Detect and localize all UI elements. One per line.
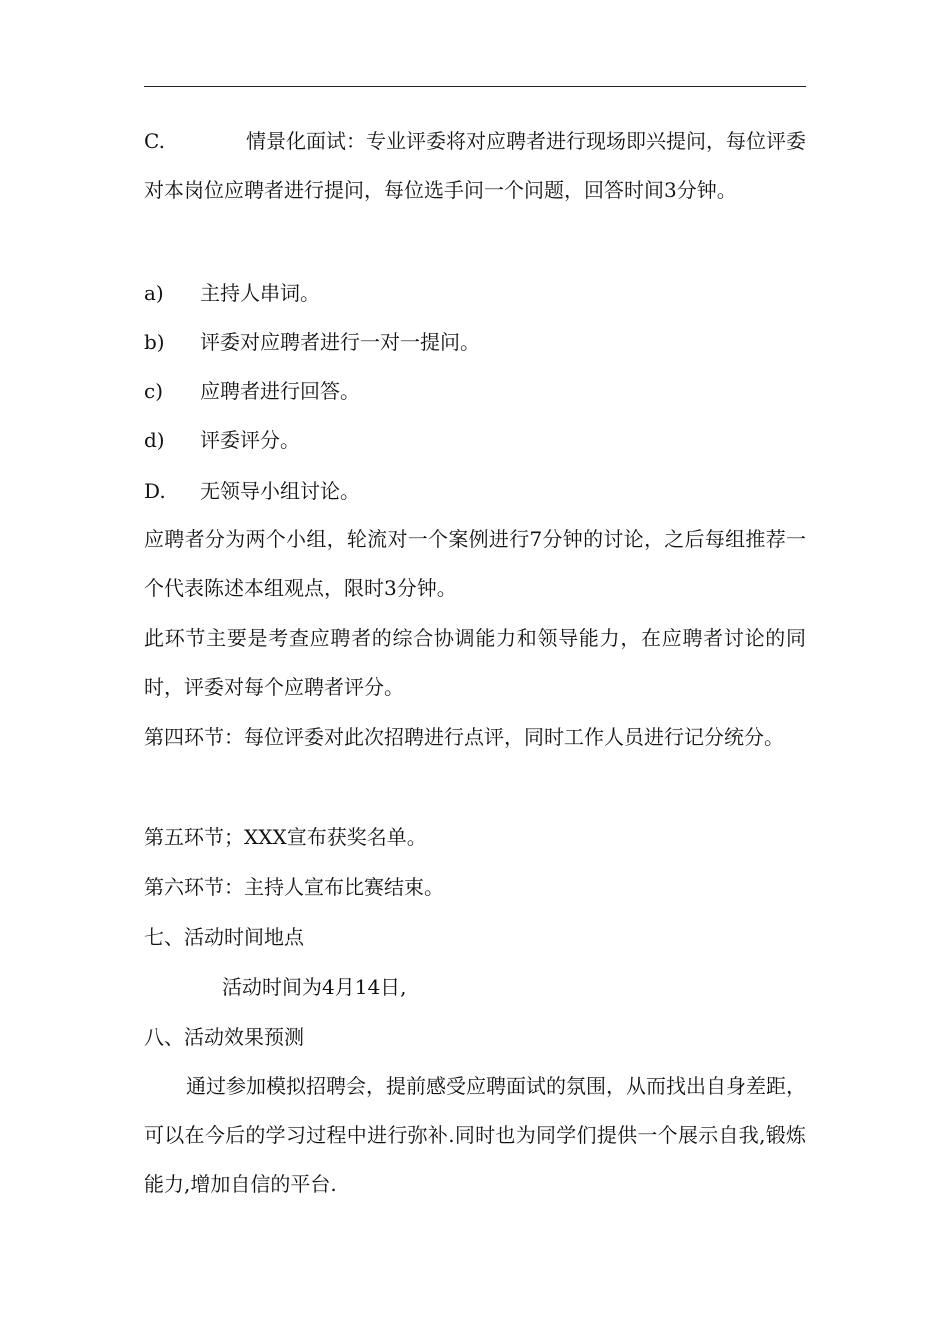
stage5-line: 第五环节；XXX宣布获奖名单。 (144, 825, 427, 849)
stage6-line: 第六环节：主持人宣布比赛结束。 (144, 875, 444, 899)
list-item (144, 427, 806, 453)
groups-paragraph: 应聘者分为两个小组，轮流对一个案例进行7分钟的讨论，之后每组推荐一个代表陈述本组观点，限时3分钟。 (144, 527, 806, 600)
section8-heading: 八、活动效果预测 (144, 1025, 304, 1049)
item-c-text: 情景化面试：专业评委将对应聘者进行现场即兴提问，每位评委对本岗位应聘者进行提问，每位选手问一个问题，回答时间3分钟。 (144, 129, 806, 202)
header-rule (144, 86, 806, 87)
section8-paragraph: 通过参加模拟招聘会，提前感受应聘面试的氛围，从而找出自身差距，可以在今后的学习过程中进行弥补.同时也为同学们提供一个展示自我,锻炼能力,增加自信的平台. (144, 1074, 806, 1196)
list-item (144, 280, 806, 306)
section7-heading: 七、活动时间地点 (144, 925, 304, 949)
item-d-text: 无领导小组讨论。 (200, 479, 360, 503)
item-d-label: D. (144, 479, 166, 503)
item-d-line (144, 478, 806, 504)
list-item-text: 应聘者进行回答。 (200, 379, 360, 403)
list-item-text: 评委评分。 (200, 428, 300, 452)
section7-text: 活动时间为4月14日, (222, 975, 407, 999)
list-item-label: c) (144, 379, 164, 403)
list-item (144, 378, 806, 404)
purpose-paragraph: 此环节主要是考查应聘者的综合协调能力和领导能力，在应聘者讨论的同时，评委对每个应聘者评分。 (144, 626, 806, 699)
list-item-label: b) (144, 330, 165, 354)
item-c-paragraph (144, 117, 806, 215)
list-item (144, 329, 806, 355)
item-c-label: C. (144, 129, 165, 153)
list-item-text: 评委对应聘者进行一对一提问。 (200, 330, 480, 354)
list-item-label: d) (144, 428, 165, 452)
list-item-label: a) (144, 281, 164, 305)
stage4-paragraph: 第四环节：每位评委对此次招聘进行点评，同时工作人员进行记分统分。 (144, 725, 784, 749)
list-item-text: 主持人串词。 (200, 281, 320, 305)
